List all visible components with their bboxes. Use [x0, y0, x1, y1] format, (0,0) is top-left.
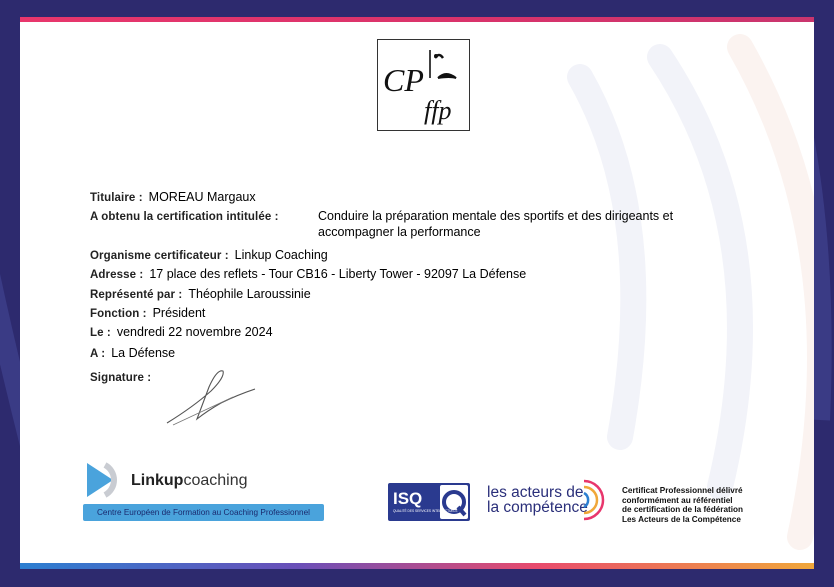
- field-titulaire: [90, 189, 256, 206]
- a-value: La Défense: [111, 346, 176, 360]
- cert-line4: Les Acteurs de la Compétence: [622, 514, 741, 524]
- acteurs-line1: les acteurs de: [487, 484, 584, 501]
- certification-value: [318, 208, 673, 240]
- isq-sub: QUALITÉ DES SERVICES INTELLECTUELS: [393, 509, 458, 513]
- linkup-brand-bold: Linkup: [131, 472, 184, 489]
- linkup-brand-light: coaching: [183, 472, 248, 489]
- certificate-card: [20, 17, 814, 569]
- titulaire-value: MOREAU Margaux: [148, 190, 256, 204]
- organisme-value: Linkup Coaching: [234, 248, 328, 262]
- represente-label: Représenté par :: [90, 289, 183, 301]
- fonction-label: Fonction :: [90, 308, 147, 320]
- field-a: [90, 345, 175, 362]
- acteurs-line2: la compétence: [487, 499, 588, 516]
- certification-statement: [622, 486, 812, 524]
- acteurs-logo: [487, 485, 588, 515]
- certification-value-line1: Conduire la préparation mentale des sportifs et des dirigeants et: [318, 209, 674, 223]
- field-organisme: [90, 247, 328, 264]
- signature-image: [163, 367, 263, 429]
- isq-logo-icon: [388, 483, 470, 521]
- le-label: Le :: [90, 327, 111, 339]
- field-signature: [90, 369, 151, 386]
- logo-cp: CP: [383, 62, 424, 98]
- field-certification: [90, 208, 279, 225]
- linkup-brand: [131, 472, 247, 490]
- acteurs-arcs-icon: [580, 477, 606, 523]
- a-label: A :: [90, 348, 106, 360]
- cert-line1: Certificat Professionnel délivré: [622, 486, 743, 495]
- linkup-logo-icon: [83, 461, 129, 499]
- field-represente: [90, 286, 311, 303]
- le-value: vendredi 22 novembre 2024: [116, 325, 273, 339]
- titulaire-label: Titulaire :: [90, 192, 143, 204]
- bottom-accent-bar: [20, 563, 814, 569]
- organisme-label: Organisme certificateur :: [90, 250, 229, 262]
- field-adresse: [90, 266, 526, 283]
- field-le: [90, 324, 273, 341]
- cpffp-logo: [377, 39, 470, 131]
- adresse-value: 17 place des reflets - Tour CB16 - Liberty Tower - 92097 La Défense: [149, 267, 527, 281]
- cert-line3: de certification de la fédération: [622, 505, 744, 514]
- certification-value-line2: accompagner la performance: [318, 225, 481, 239]
- logo-ffp: ffp: [424, 96, 452, 125]
- linkup-tagline: Centre Européen de Formation au Coaching Professionnel: [83, 504, 324, 521]
- represente-value: Théophile Laroussinie: [188, 287, 311, 301]
- certification-label: A obtenu la certification intitulée :: [90, 211, 279, 223]
- fonction-value: Président: [152, 306, 206, 320]
- adresse-label: Adresse :: [90, 269, 144, 281]
- field-fonction: [90, 305, 205, 322]
- signature-label: Signature :: [90, 372, 152, 384]
- cert-line2: conformément au référentiel: [622, 495, 733, 505]
- isq-label: ISQ: [393, 489, 423, 508]
